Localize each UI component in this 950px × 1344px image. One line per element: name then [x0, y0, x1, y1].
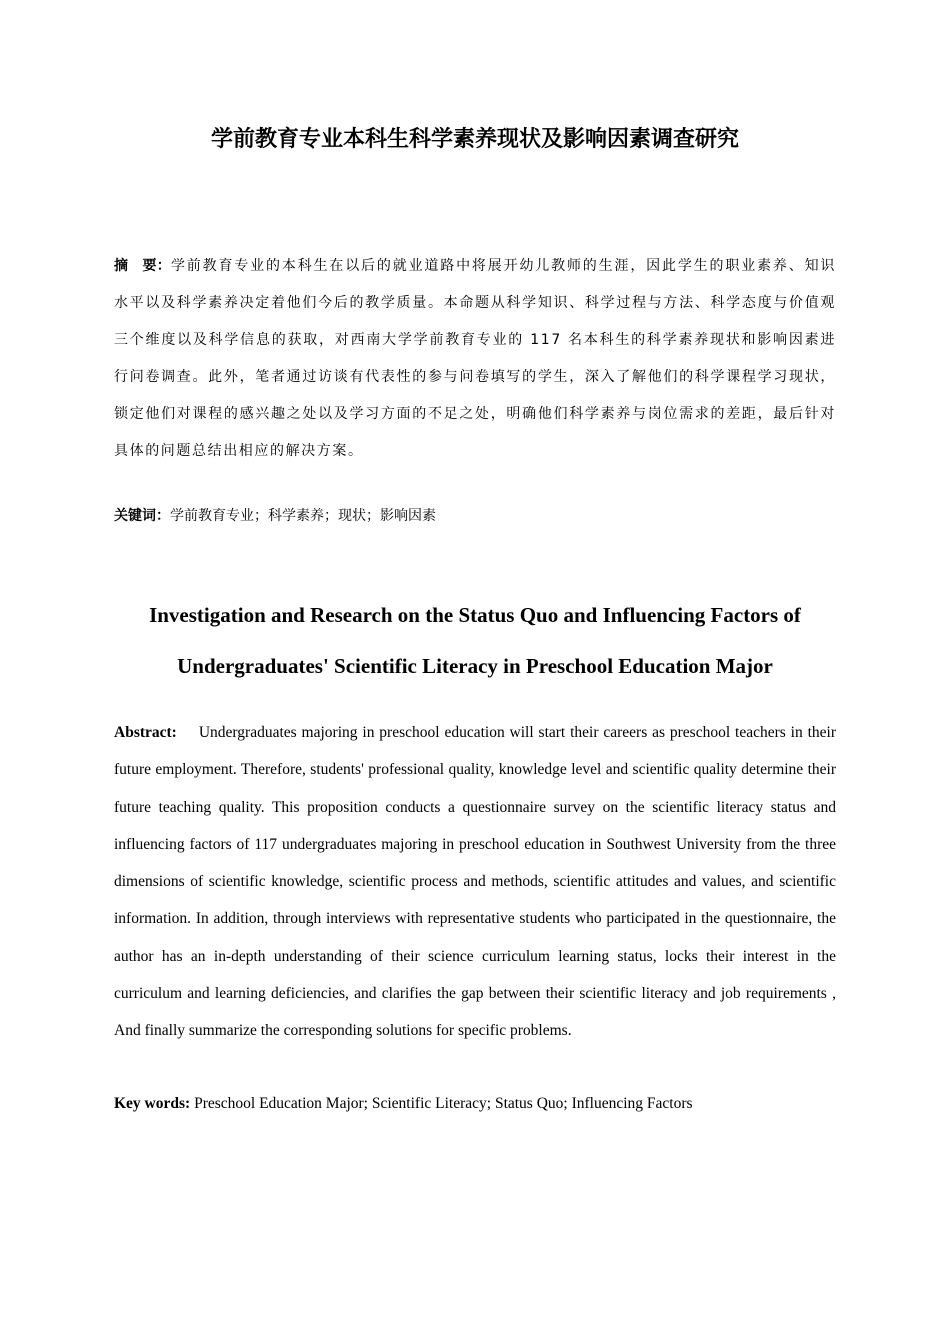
english-abstract — [114, 714, 836, 1050]
chinese-abstract-text: 学前教育专业的本科生在以后的就业道路中将展开幼儿教师的生涯，因此学生的职业素养、知识水平以及科学素养决定着他们今后的教学质量。本命题从科学知识、科学过程与方法、科学态度与价值观三个维度以及科学信息的获取，对西南大学学前教育专业的 117 名本科生的科学素养现状和影响因素进行问卷调查。此外，笔者通过访谈有代表性的参与问卷填写的学生，深入了解他们的科学课程学习现状，锁定他们对课程的感兴趣之处以及学习方面的不足之处，明确他们科学素养与岗位需求的差距，最后针对具体的问题总结出相应的解决方案。 — [114, 258, 837, 459]
chinese-abstract — [114, 248, 836, 470]
english-abstract-label: Abstract: — [114, 724, 177, 741]
chinese-keywords — [114, 500, 836, 532]
english-title-line-1: Investigation and Research on the Status Quo and Influencing Factors of — [149, 603, 801, 627]
english-title-line-2: Undergraduates' Scientific Literacy in Preschool Education Major — [177, 654, 773, 678]
chinese-title: 学前教育专业本科生科学素养现状及影响因素调查研究 — [210, 127, 739, 152]
english-abstract-text: Undergraduates majoring in preschool education will start their careers as preschool teachers in their future employment. Therefore, students' professional quality, knowledge level and scientific quality determine their future teaching quality. This proposition conducts a questionnaire survey on the scientific literacy status and influencing factors of 117 undergraduates majoring in preschool education in Southwest University from the three dimensions of scientific knowledge, scientific process and methods, scientific attitudes and values, and scientific information. In addition, through interviews with representative students who participated in the questionnaire, the author has an in-depth understanding of their science curriculum learning status, locks their interest in the curriculum and learning deficiencies, and clarifies the gap between their scientific literacy and job requirements , And finally summarize the corresponding solutions for specific problems. — [114, 724, 836, 1040]
english-keywords-text: Preschool Education Major; Scientific Literacy; Status Quo; Influencing Factors — [194, 1095, 693, 1112]
english-keywords-label: Key words: — [114, 1095, 191, 1112]
chinese-abstract-label: 摘 要： — [114, 258, 171, 274]
english-title — [90, 590, 860, 692]
chinese-keywords-text: 学前教育专业；科学素养；现状；影响因素 — [170, 508, 436, 524]
english-keywords — [114, 1090, 836, 1118]
chinese-keywords-label: 关键词： — [114, 508, 170, 524]
